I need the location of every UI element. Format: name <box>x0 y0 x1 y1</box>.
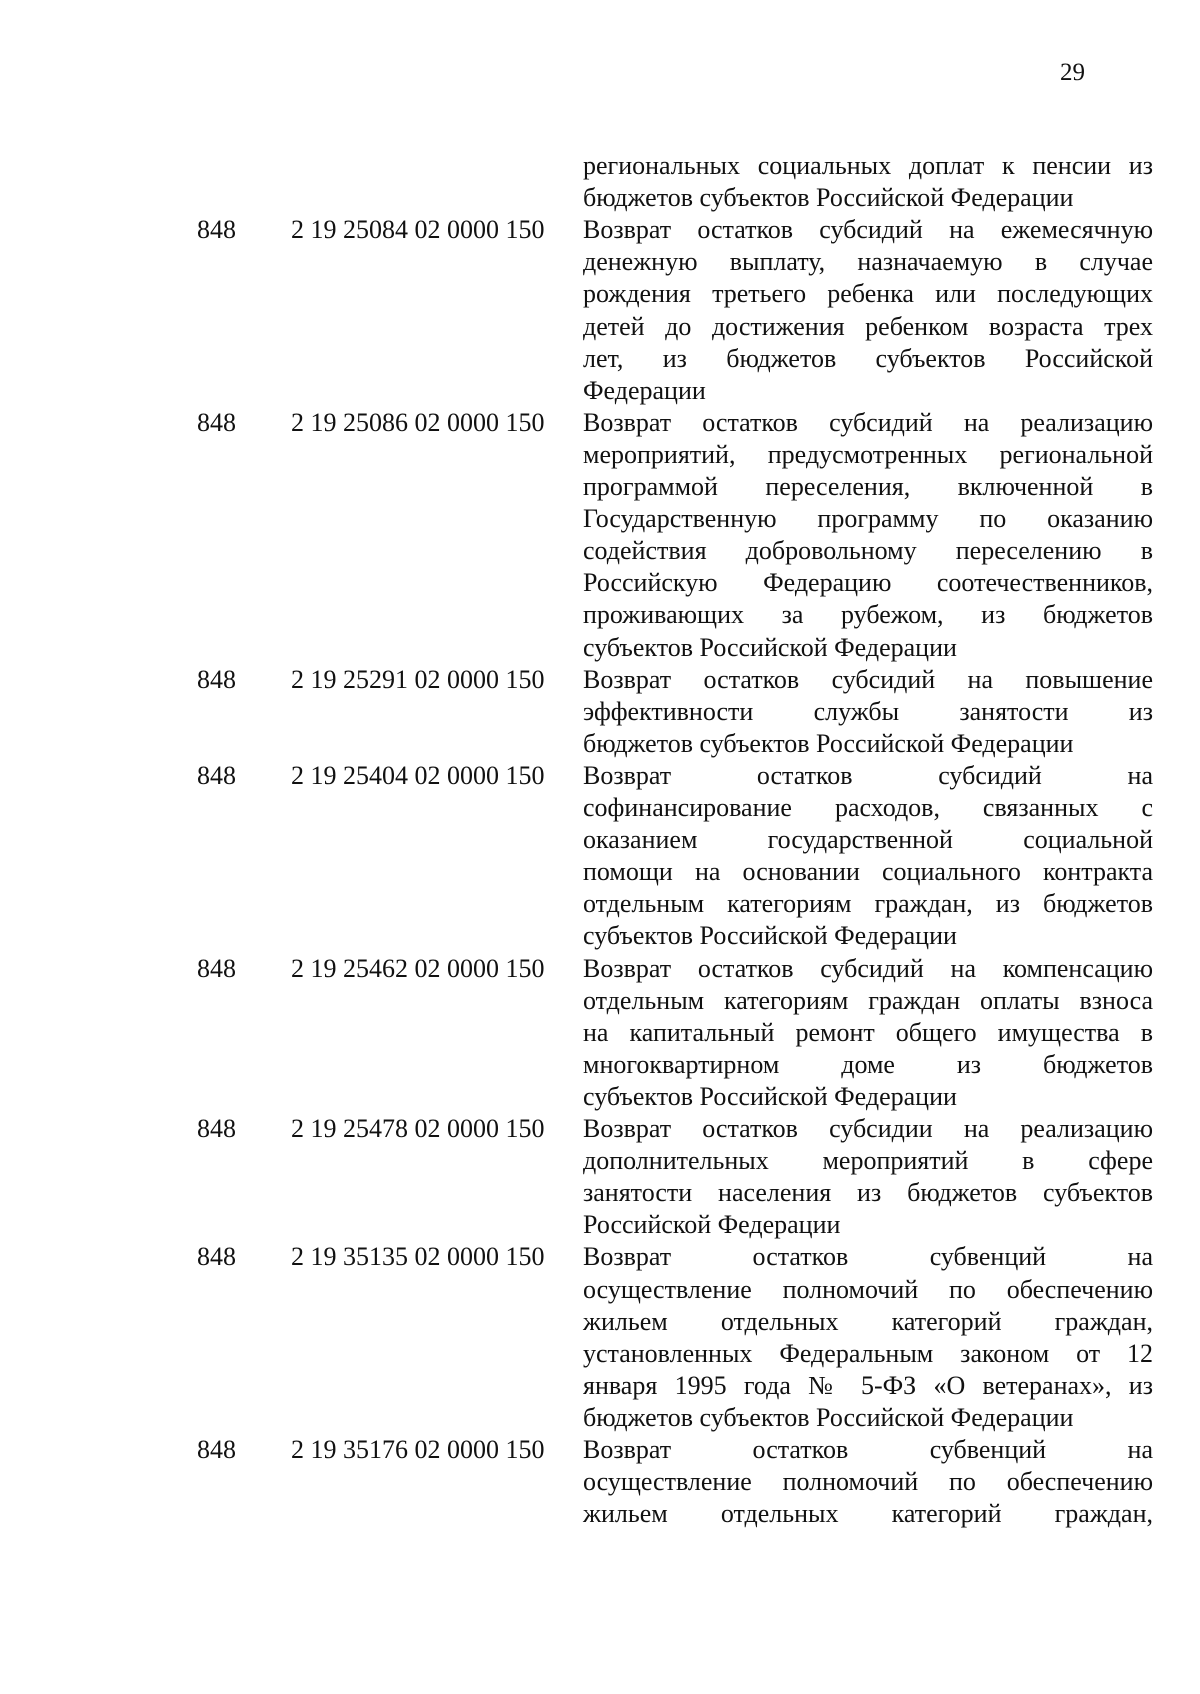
description-line: лет, из бюджетов субъектов Российской <box>583 343 1153 373</box>
description-line: софинансирование расходов, связанных с <box>583 793 1153 822</box>
description-line: программой переселения, включенной в <box>583 472 1153 501</box>
description-line: дополнительных мероприятий в сфере <box>583 1146 1153 1176</box>
admin-code: 848 <box>197 1114 236 1143</box>
description-line: проживающих за рубежом, из бюджетов <box>583 600 1153 630</box>
description-line: Федерации <box>583 375 706 405</box>
admin-code: 848 <box>197 760 236 790</box>
description-line: субъектов Российской Федерации <box>583 632 957 662</box>
description-line: отдельным категориям граждан, из бюджетов <box>583 889 1153 919</box>
description-line: субъектов Российской Федерации <box>583 921 957 951</box>
page-number: 29 <box>1060 59 1085 86</box>
classification-code: 2 19 25086 02 0000 150 <box>291 407 545 437</box>
description-line: Российской Федерации <box>583 1210 841 1240</box>
classification-code: 2 19 25404 02 0000 150 <box>291 760 545 790</box>
admin-code: 848 <box>197 215 236 245</box>
classification-code: 2 19 35135 02 0000 150 <box>291 1242 545 1272</box>
description-line: денежную выплату, назначаемую в случае <box>583 247 1153 277</box>
admin-code: 848 <box>197 407 236 437</box>
admin-code: 848 <box>197 664 236 694</box>
description-line: занятости населения из бюджетов субъектов <box>583 1178 1153 1208</box>
description-line: оказанием государственной социальной <box>583 825 1153 855</box>
description-line: Возврат остатков субвенций на <box>583 1242 1153 1272</box>
description-line: Возврат остатков субсидий на <box>583 760 1153 790</box>
description-line: жильем отдельных категорий граждан, <box>583 1499 1153 1529</box>
description-line: на капитальный ремонт общего имущества в <box>583 1017 1153 1047</box>
description-line: Возврат остатков субсидий на компенсацию <box>583 953 1153 983</box>
description-line: установленных Федеральным законом от 12 <box>583 1338 1153 1368</box>
description-line: детей до достижения ребенком возраста трех <box>583 311 1153 341</box>
description-line: Возврат остатков субсидий на повышение <box>583 664 1153 694</box>
description-line: осуществление полномочий по обеспечению <box>583 1467 1153 1497</box>
description-line: содействия добровольному переселению в <box>583 536 1153 566</box>
description-line: мероприятий, предусмотренных региональной <box>583 439 1153 469</box>
description-line: Российскую Федерацию соотечественников, <box>583 568 1153 598</box>
description-line: рождения третьего ребенка или последующих <box>583 279 1153 309</box>
description-line: января 1995 года № 5-ФЗ «О ветеранах», из <box>583 1370 1153 1400</box>
admin-code: 848 <box>197 953 236 983</box>
admin-code: 848 <box>197 1435 236 1464</box>
classification-code: 2 19 25291 02 0000 150 <box>291 664 545 694</box>
description-line: субъектов Российской Федерации <box>583 1081 957 1111</box>
classification-code: 2 19 25084 02 0000 150 <box>291 215 545 245</box>
classification-code: 2 19 25478 02 0000 150 <box>291 1114 545 1143</box>
description-line: бюджетов субъектов Российской Федерации <box>583 728 1074 758</box>
classification-code: 2 19 35176 02 0000 150 <box>291 1435 545 1464</box>
description-line: помощи на основании социального контракта <box>583 857 1153 887</box>
description-line: Возврат остатков субсидий на ежемесячную <box>583 215 1153 245</box>
description-line: Возврат остатков субсидий на реализацию <box>583 407 1153 437</box>
description-line: Возврат остатков субвенций на <box>583 1435 1153 1464</box>
description-line: осуществление полномочий по обеспечению <box>583 1274 1153 1304</box>
description-line: Государственную программу по оказанию <box>583 504 1153 534</box>
description-line: региональных социальных доплат к пенсии из <box>583 151 1153 180</box>
description-line: отдельным категориям граждан оплаты взноса <box>583 985 1153 1015</box>
description-line: жильем отдельных категорий граждан, <box>583 1306 1153 1336</box>
description-line: Возврат остатков субсидии на реализацию <box>583 1114 1153 1143</box>
description-line: многоквартирном доме из бюджетов <box>583 1049 1153 1079</box>
description-line: бюджетов субъектов Российской Федерации <box>583 1402 1074 1432</box>
description-line: бюджетов субъектов Российской Федерации <box>583 183 1074 213</box>
classification-code: 2 19 25462 02 0000 150 <box>291 953 545 983</box>
description-line: эффективности службы занятости из <box>583 696 1153 726</box>
admin-code: 848 <box>197 1242 236 1272</box>
